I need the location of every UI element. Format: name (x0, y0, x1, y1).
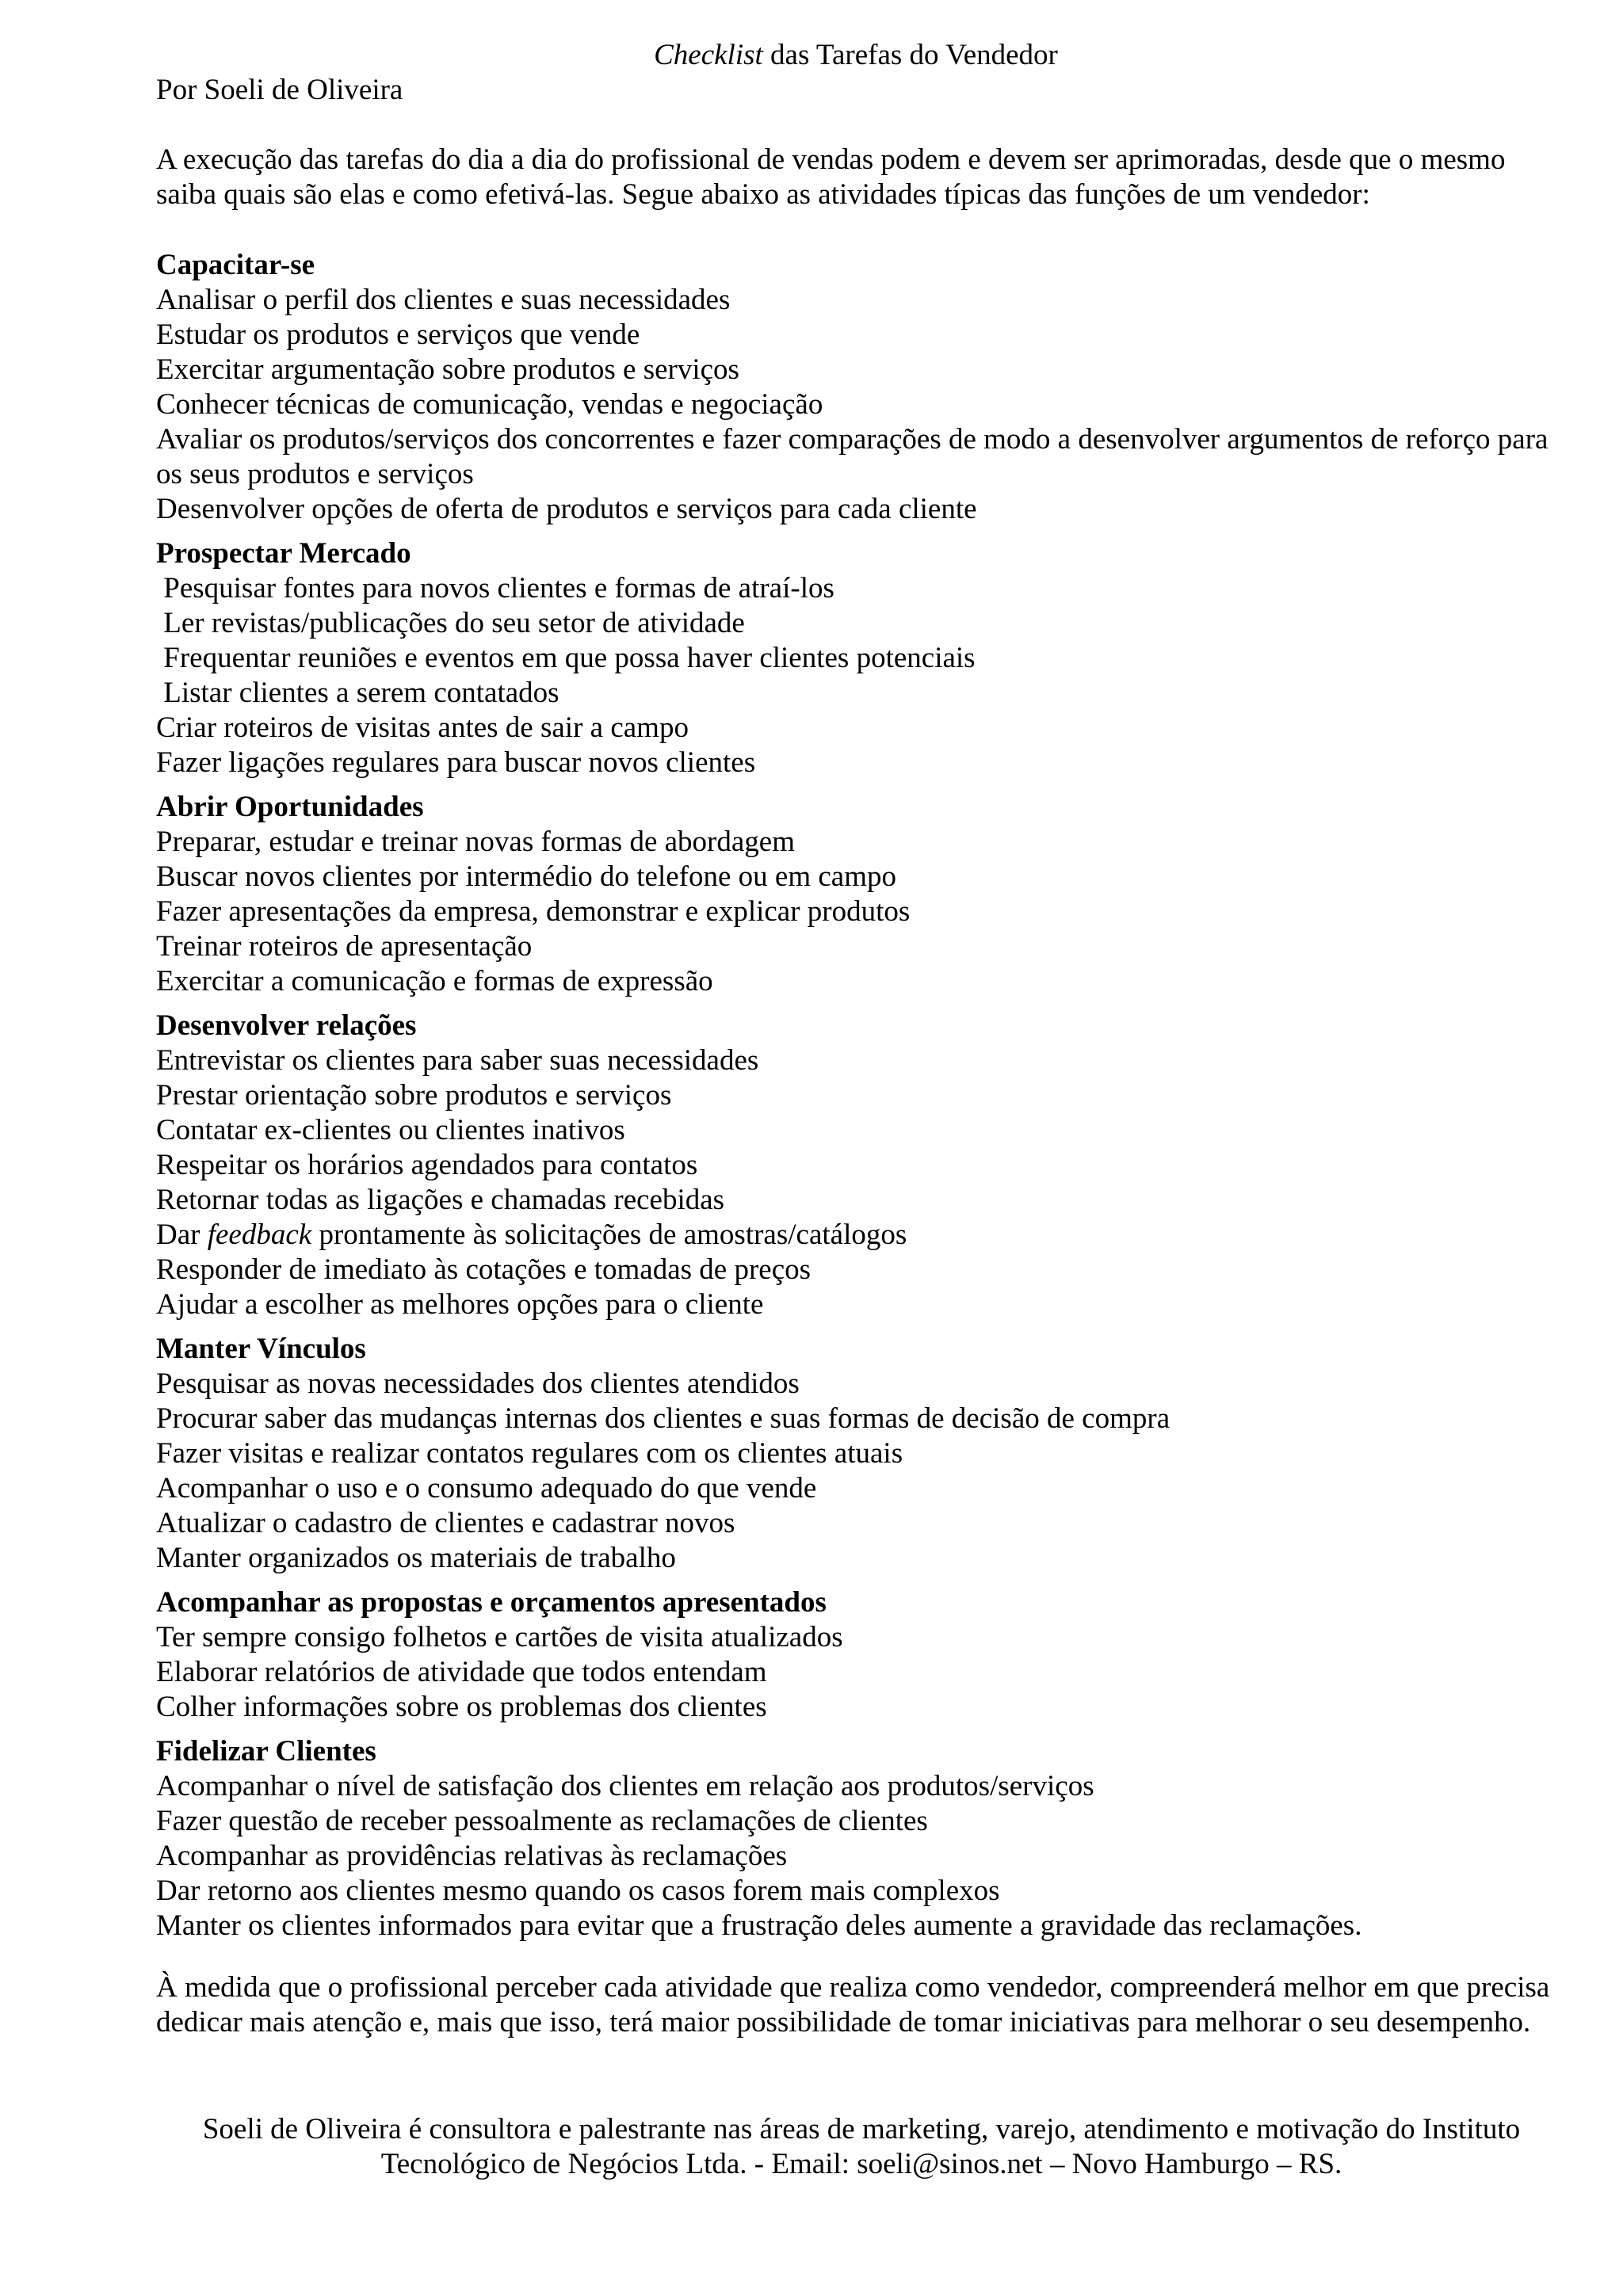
task-section (156, 1734, 1567, 1943)
task-item: Fazer visitas e realizar contatos regulares com os clientes atuais (156, 1437, 903, 1470)
task-item: Entrevistar os clientes para saber suas necessidades (156, 1044, 759, 1077)
section-title: Capacitar-se (156, 249, 315, 281)
section-title: Desenvolver relações (156, 1009, 417, 1042)
task-section (156, 536, 1567, 780)
section-title: Fidelizar Clientes (156, 1735, 376, 1768)
task-item: Retornar todas as ligações e chamadas recebidas (156, 1184, 725, 1216)
footer-line-2: Tecnológico de Negócios Ltda. - Email: soeli@sinos.net – Novo Hamburgo – RS. (380, 2148, 1342, 2180)
task-item: Contatar ex-clientes ou clientes inativos (156, 1114, 625, 1146)
task-section (156, 1332, 1567, 1576)
task-item: Respeitar os horários agendados para contatos (156, 1149, 698, 1181)
task-item: Exercitar a comunicação e formas de expressão (156, 965, 713, 997)
task-item: Prestar orientação sobre produtos e serviços (156, 1079, 672, 1112)
task-item: Avaliar os produtos/serviços dos concorrentes e fazer comparações de modo a desenvolver argumentos de reforço para os seus produtos e serviços (156, 423, 1556, 490)
task-item: Colher informações sobre os problemas dos clientes (156, 1691, 767, 1723)
task-item: Ler revistas/publicações do seu setor de atividade (156, 607, 745, 639)
task-item: Acompanhar o nível de satisfação dos clientes em relação aos produtos/serviços (156, 1770, 1094, 1802)
task-item: Elaborar relatórios de atividade que todos entendam (156, 1656, 767, 1688)
task-item: Dar feedback prontamente às solicitações de amostras/catálogos (156, 1219, 907, 1251)
task-item: Pesquisar as novas necessidades dos clientes atendidos (156, 1367, 800, 1400)
italic-term: feedback (207, 1219, 312, 1251)
section-title: Manter Vínculos (156, 1333, 366, 1365)
task-item: Manter organizados os materiais de trabalho (156, 1542, 676, 1574)
task-item: Manter os clientes informados para evitar que a frustração deles aumente a gravidade das reclamações. (156, 1909, 1362, 1942)
task-item: Pesquisar fontes para novos clientes e formas de atraí-los (156, 572, 834, 605)
task-item: Atualizar o cadastro de clientes e cadastrar novos (156, 1507, 735, 1539)
task-item: Exercitar argumentação sobre produtos e serviços (156, 353, 739, 386)
task-item: Fazer questão de receber pessoalmente as reclamações de clientes (156, 1805, 928, 1837)
footer-line-1: Soeli de Oliveira é consultora e palestrante nas áreas de marketing, varejo, atendimento e motivação do Instituto (202, 2113, 1521, 2145)
author-footer (156, 2112, 1567, 2182)
task-item: Dar retorno aos clientes mesmo quando os casos forem mais complexos (156, 1875, 1000, 1907)
task-section (156, 248, 1567, 527)
task-item: Treinar roteiros de apresentação (156, 930, 533, 963)
section-title: Prospectar Mercado (156, 537, 411, 570)
task-item: Acompanhar as providências relativas às reclamações (156, 1840, 788, 1872)
task-item: Conhecer técnicas de comunicação, vendas e negociação (156, 388, 823, 421)
title-italic-word: Checklist (654, 39, 763, 71)
task-item: Procurar saber das mudanças internas dos clientes e suas formas de decisão de compra (156, 1402, 1170, 1435)
section-title: Abrir Oportunidades (156, 791, 424, 823)
task-item: Estudar os produtos e serviços que vende (156, 318, 640, 351)
task-item: Desenvolver opções de oferta de produtos e serviços para cada cliente (156, 493, 977, 525)
task-item: Responder de imediato às cotações e tomadas de preços (156, 1253, 812, 1286)
task-item: Ajudar a escolher as melhores opções para o cliente (156, 1288, 764, 1321)
task-section (156, 1009, 1567, 1322)
author-line: Por Soeli de Oliveira (156, 74, 403, 106)
task-item: Frequentar reuniões e eventos em que possa haver clientes potenciais (156, 642, 976, 674)
task-section (156, 790, 1567, 999)
section-title: Acompanhar as propostas e orçamentos apresentados (156, 1586, 827, 1619)
task-item: Fazer apresentações da empresa, demonstrar e explicar produtos (156, 895, 911, 928)
task-section (156, 1585, 1567, 1725)
task-item: Fazer ligações regulares para buscar novos clientes (156, 746, 756, 779)
document-title (0, 38, 1623, 73)
task-sections (156, 248, 1567, 1953)
task-item: Ter sempre consigo folhetos e cartões de visita atualizados (156, 1621, 843, 1653)
title-rest: das Tarefas do Vendedor (762, 39, 1058, 71)
task-item: Preparar, estudar e treinar novas formas de abordagem (156, 826, 795, 858)
task-item: Buscar novos clientes por intermédio do telefone ou em campo (156, 860, 896, 893)
intro-paragraph: A execução das tarefas do dia a dia do profissional de vendas podem e devem ser aprimoradas, desde que o mesmo saiba quais são elas e como efetivá-las. Segue abaixo as atividades típicas das funções de um vendedor: (156, 143, 1506, 211)
closing-paragraph: À medida que o profissional perceber cada atividade que realiza como vendedor, compreenderá melhor em que precisa dedicar mais atenção e, mais que isso, terá maior possibilidade de tomar iniciativas para melhorar o seu desempenho. (156, 1971, 1550, 2039)
task-item: Criar roteiros de visitas antes de sair a campo (156, 711, 689, 744)
task-item: Analisar o perfil dos clientes e suas necessidades (156, 284, 731, 316)
task-item: Listar clientes a serem contatados (156, 677, 559, 709)
task-item: Acompanhar o uso e o consumo adequado do que vende (156, 1472, 817, 1505)
